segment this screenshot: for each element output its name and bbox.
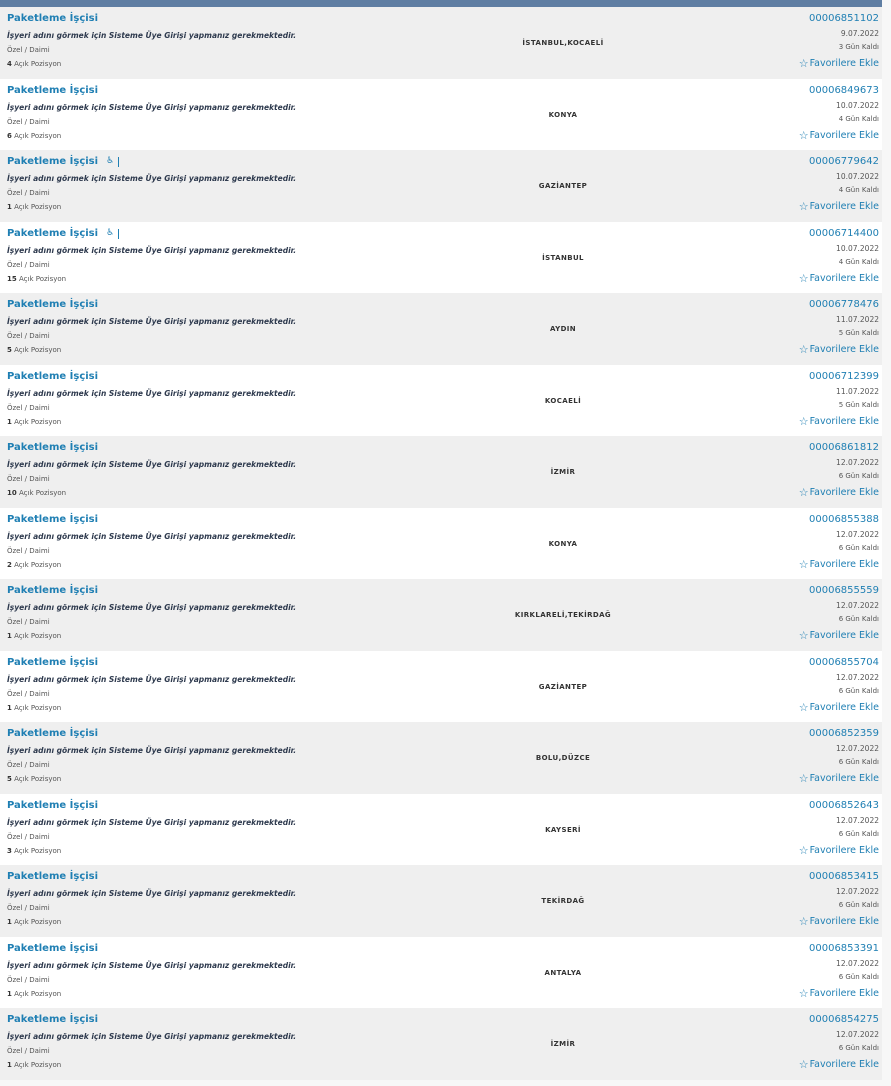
- job-title-link[interactable]: [7, 798, 874, 813]
- employer-notice: İşyeri adını görmek için Sisteme Üye Girişi yapmanız gerekmektedir.: [7, 674, 297, 684]
- listing-date: 12.07.2022: [836, 815, 879, 825]
- open-count: 1: [7, 632, 12, 640]
- employer-notice: İşyeri adını görmek için Sisteme Üye Girişi yapmanız gerekmektedir.: [7, 531, 297, 541]
- employer-notice: İşyeri adını görmek için Sisteme Üye Girişi yapmanız gerekmektedir.: [7, 102, 297, 112]
- listing-number-link[interactable]: 00006714400: [809, 227, 879, 239]
- employer-notice: İşyeri adını görmek için Sisteme Üye Girişi yapmanız gerekmektedir.: [7, 603, 297, 612]
- open-label: Açık Pozisyon: [14, 346, 62, 354]
- open-positions: [7, 987, 874, 1002]
- star-icon: ☆: [798, 557, 809, 571]
- days-left: 6 Gün Kaldı: [838, 686, 879, 695]
- open-label: Açık Pozisyon: [18, 274, 67, 283]
- job-city: KAYSERİ: [545, 825, 581, 834]
- work-type: Özel / Daimi: [7, 832, 50, 841]
- job-row: [0, 937, 882, 1009]
- work-type: Özel / Daimi: [7, 546, 50, 555]
- employer-notice: İşyeri adını görmek için Sisteme Üye Girişi yapmanız gerekmektedir.: [7, 245, 297, 255]
- open-count: 2: [7, 560, 12, 569]
- open-positions: [7, 272, 874, 287]
- work-type: Özel / Daimi: [7, 260, 50, 269]
- add-to-favorites-button[interactable]: [799, 628, 879, 644]
- job-row: [0, 579, 882, 651]
- work-type: Özel / Daimi: [7, 117, 50, 126]
- work-type: Özel / Daimi: [7, 689, 50, 698]
- star-icon: ☆: [798, 772, 809, 785]
- job-city: KIRKLARELİ,TEKİRDAĞ: [514, 611, 612, 619]
- open-count: 1: [7, 989, 12, 998]
- listing-number-link[interactable]: 00006853415: [809, 871, 879, 882]
- job-city: İZMİR: [550, 468, 576, 476]
- job-title-link[interactable]: [7, 440, 874, 455]
- days-left: 4 Gün Kaldı: [838, 257, 879, 266]
- favorites-label[interactable]: Favorilere Ekle: [809, 558, 879, 570]
- add-to-favorites-button[interactable]: [799, 485, 879, 501]
- job-title[interactable]: Paketleme İşçisi: [7, 227, 99, 239]
- job-title-link[interactable]: [7, 655, 874, 670]
- favorites-label[interactable]: Favorilere Ekle: [809, 58, 879, 69]
- days-left: 6 Gün Kaldı: [838, 615, 879, 623]
- job-title[interactable]: Paketleme İşçisi: [7, 370, 99, 382]
- job-title-link[interactable]: [7, 583, 874, 598]
- job-meta: [799, 512, 879, 573]
- listing-date: 12.07.2022: [836, 958, 879, 968]
- job-title[interactable]: Paketleme İşçisi: [7, 13, 99, 24]
- disability-icon: ♿: [106, 156, 118, 167]
- open-positions: [7, 844, 874, 859]
- job-title[interactable]: Paketleme İşçisi: [7, 156, 99, 167]
- job-meta: [799, 154, 879, 215]
- listing-date: 12.07.2022: [836, 601, 879, 610]
- open-label: Açık Pozisyon: [14, 703, 62, 712]
- job-title[interactable]: Paketleme İşçisi: [7, 942, 99, 954]
- job-title[interactable]: Paketleme İşçisi: [7, 585, 99, 596]
- favorites-label[interactable]: Favorilere Ekle: [809, 415, 879, 427]
- work-type: Özel / Daimi: [7, 475, 50, 483]
- employer-notice: İşyeri adını görmek için Sisteme Üye Girişi yapmanız gerekmektedir.: [7, 317, 297, 326]
- star-icon: ☆: [798, 1058, 809, 1071]
- favorites-label[interactable]: Favorilere Ekle: [809, 773, 879, 784]
- open-label: Açık Pozisyon: [14, 918, 62, 926]
- listing-date: 12.07.2022: [836, 1030, 879, 1039]
- job-title-link[interactable]: [7, 83, 874, 98]
- listing-number-link[interactable]: 00006852359: [809, 728, 879, 739]
- job-meta: [799, 1012, 879, 1073]
- work-type: Özel / Daimi: [7, 975, 50, 984]
- star-icon: ☆: [798, 271, 809, 285]
- employer-notice: İşyeri adını görmek için Sisteme Üye Girişi yapmanız gerekmektedir.: [7, 460, 297, 469]
- add-to-favorites-button[interactable]: [799, 342, 879, 358]
- job-title-link[interactable]: [7, 154, 874, 169]
- employer-notice: İşyeri adını görmek için Sisteme Üye Girişi yapmanız gerekmektedir.: [7, 817, 297, 827]
- days-left: 6 Gün Kaldı: [838, 472, 879, 480]
- job-city: KOCAELİ: [544, 396, 582, 405]
- job-row: [0, 436, 882, 508]
- days-left: 4 Gün Kaldı: [838, 114, 879, 123]
- add-to-favorites-button[interactable]: [799, 557, 879, 573]
- job-meta: [799, 798, 879, 859]
- listing-number-link[interactable]: 00006855388: [809, 513, 879, 525]
- job-city: İZMİR: [550, 1040, 576, 1048]
- open-label: Açık Pozisyon: [14, 989, 62, 998]
- work-type: Özel / Daimi: [7, 904, 50, 912]
- star-icon: ☆: [798, 486, 809, 499]
- job-title-link[interactable]: [7, 869, 874, 884]
- job-row: [0, 365, 882, 437]
- open-label: Açık Pozisyon: [14, 131, 62, 140]
- favorites-label[interactable]: Favorilere Ekle: [809, 844, 879, 856]
- favorites-label[interactable]: Favorilere Ekle: [809, 201, 879, 212]
- open-count: 5: [7, 775, 12, 783]
- open-label: Açık Pozisyon: [14, 775, 62, 783]
- job-city: BOLU,DÜZCE: [535, 754, 591, 762]
- job-title[interactable]: Paketleme İşçisi: [7, 442, 99, 453]
- star-icon: ☆: [798, 915, 809, 928]
- job-row: [0, 293, 882, 365]
- listing-date: 12.07.2022: [836, 744, 879, 753]
- add-to-favorites-button[interactable]: [799, 1057, 879, 1073]
- open-count: 1: [7, 203, 12, 211]
- open-positions: [7, 1058, 874, 1073]
- star-icon: ☆: [798, 57, 809, 70]
- job-meta: [799, 226, 879, 287]
- listing-number-link[interactable]: 00006853391: [809, 942, 879, 954]
- listing-date: 10.07.2022: [836, 100, 879, 110]
- open-positions: [7, 415, 874, 430]
- add-to-favorites-button[interactable]: [799, 414, 879, 430]
- job-row: [0, 508, 882, 580]
- open-label: Açık Pozisyon: [14, 1061, 62, 1069]
- favorites-label[interactable]: Favorilere Ekle: [809, 987, 879, 999]
- open-positions: [7, 486, 874, 501]
- open-positions: [7, 772, 874, 787]
- job-city: İSTANBUL,KOCAELİ: [522, 39, 604, 47]
- listing-number-link[interactable]: 00006849673: [809, 84, 879, 96]
- listing-number-link[interactable]: 00006861812: [809, 442, 879, 453]
- work-type: Özel / Daimi: [7, 403, 50, 412]
- job-title[interactable]: Paketleme İşçisi: [7, 84, 99, 96]
- listing-date: 12.07.2022: [836, 458, 879, 467]
- job-row: [0, 150, 882, 222]
- job-row: [0, 1008, 882, 1080]
- star-icon: ☆: [798, 986, 809, 1000]
- listing-number-link[interactable]: 00006855559: [809, 585, 879, 596]
- listing-number-link[interactable]: 00006779642: [809, 156, 879, 167]
- add-to-favorites-button[interactable]: [799, 914, 879, 930]
- add-to-favorites-button[interactable]: [799, 128, 879, 144]
- listing-number-link[interactable]: 00006854275: [809, 1014, 879, 1025]
- employer-notice: İşyeri adını görmek için Sisteme Üye Girişi yapmanız gerekmektedir.: [7, 174, 297, 183]
- job-row: [0, 222, 882, 294]
- job-row: [0, 79, 882, 151]
- job-meta: [799, 869, 879, 930]
- favorites-label[interactable]: Favorilere Ekle: [809, 129, 879, 141]
- open-label: Açık Pozisyon: [14, 632, 62, 640]
- job-row: [0, 651, 882, 723]
- open-label: Açık Pozisyon: [14, 60, 62, 68]
- star-icon: ☆: [798, 700, 809, 714]
- star-icon: ☆: [798, 343, 809, 356]
- open-positions: [7, 915, 874, 930]
- listing-date: 12.07.2022: [836, 529, 879, 539]
- job-title-link[interactable]: [7, 512, 874, 527]
- job-city: KONYA: [548, 539, 578, 548]
- open-label: Açık Pozisyon: [14, 560, 62, 569]
- job-meta: [799, 941, 879, 1002]
- days-left: 6 Gün Kaldı: [838, 543, 879, 552]
- open-count: 1: [7, 703, 12, 712]
- add-to-favorites-button[interactable]: [799, 700, 879, 716]
- job-listing-table: [0, 7, 882, 1080]
- days-left: 4 Gün Kaldı: [838, 186, 879, 194]
- job-meta: [799, 369, 879, 430]
- open-positions: [7, 558, 874, 573]
- job-title-link[interactable]: [7, 297, 874, 312]
- listing-number-link[interactable]: 00006778476: [809, 299, 879, 310]
- job-title[interactable]: Paketleme İşçisi: [7, 1014, 99, 1025]
- job-meta: [799, 11, 879, 72]
- job-meta: [799, 726, 879, 787]
- add-to-favorites-button[interactable]: [799, 199, 879, 215]
- job-city: GAZİANTEP: [538, 682, 588, 691]
- disability-icon: ♿: [106, 228, 118, 239]
- job-title[interactable]: Paketleme İşçisi: [7, 871, 99, 882]
- listing-number-link[interactable]: 00006851102: [809, 13, 879, 24]
- open-count: 4: [7, 60, 12, 68]
- job-title-link[interactable]: [7, 226, 874, 241]
- days-left: 5 Gün Kaldı: [838, 400, 879, 409]
- listing-date: 11.07.2022: [836, 315, 879, 324]
- days-left: 6 Gün Kaldı: [838, 1044, 879, 1052]
- add-to-favorites-button[interactable]: [799, 271, 879, 287]
- open-label: Açık Pozisyon: [14, 417, 62, 426]
- open-positions: [7, 629, 874, 644]
- listing-date: 10.07.2022: [836, 172, 879, 181]
- favorites-label[interactable]: Favorilere Ekle: [809, 630, 879, 641]
- listing-date: 12.07.2022: [836, 672, 879, 682]
- employer-notice: İşyeri adını görmek için Sisteme Üye Girişi yapmanız gerekmektedir.: [7, 960, 297, 970]
- job-meta: [799, 83, 879, 144]
- listing-date: 12.07.2022: [836, 887, 879, 896]
- job-title-link[interactable]: [7, 941, 874, 956]
- work-type: Özel / Daimi: [7, 1047, 50, 1055]
- favorites-label[interactable]: Favorilere Ekle: [809, 272, 879, 284]
- star-icon: ☆: [798, 128, 809, 142]
- job-city: KONYA: [548, 110, 578, 119]
- days-left: 6 Gün Kaldı: [838, 901, 879, 909]
- open-count: 6: [7, 131, 12, 140]
- days-left: 6 Gün Kaldı: [838, 829, 879, 838]
- days-left: 6 Gün Kaldı: [838, 972, 879, 981]
- star-icon: ☆: [798, 200, 809, 213]
- job-title[interactable]: Paketleme İşçisi: [7, 728, 99, 739]
- work-type: Özel / Daimi: [7, 46, 50, 54]
- work-type: Özel / Daimi: [7, 618, 50, 626]
- open-count: 5: [7, 346, 12, 354]
- open-positions: [7, 129, 874, 144]
- listing-date: 11.07.2022: [836, 386, 879, 396]
- job-meta: [799, 655, 879, 716]
- favorites-label[interactable]: Favorilere Ekle: [809, 701, 879, 713]
- listing-number-link[interactable]: 00006852643: [809, 799, 879, 811]
- open-count: 1: [7, 918, 12, 926]
- days-left: 6 Gün Kaldı: [838, 758, 879, 766]
- job-row: [0, 865, 882, 937]
- job-meta: [799, 583, 879, 644]
- job-meta: [799, 297, 879, 358]
- open-label: Açık Pozisyon: [14, 846, 62, 855]
- job-row: [0, 7, 882, 79]
- add-to-favorites-button[interactable]: [799, 56, 879, 72]
- open-positions: [7, 701, 874, 716]
- open-count: 15: [7, 274, 17, 283]
- star-icon: ☆: [798, 414, 809, 428]
- star-icon: ☆: [798, 629, 809, 642]
- favorites-label[interactable]: Favorilere Ekle: [809, 1059, 879, 1070]
- open-count: 3: [7, 846, 12, 855]
- work-type: Özel / Daimi: [7, 332, 50, 340]
- job-title[interactable]: Paketleme İşçisi: [7, 513, 99, 525]
- job-title-link[interactable]: [7, 1012, 874, 1027]
- job-meta: [799, 440, 879, 501]
- days-left: 3 Gün Kaldı: [838, 43, 879, 51]
- listing-date: 10.07.2022: [836, 243, 879, 253]
- add-to-favorites-button[interactable]: [799, 986, 879, 1002]
- days-left: 5 Gün Kaldı: [838, 329, 879, 337]
- open-positions: [7, 343, 874, 358]
- job-city: AYDIN: [549, 325, 577, 333]
- employer-notice: İşyeri adını görmek için Sisteme Üye Girişi yapmanız gerekmektedir.: [7, 388, 297, 398]
- favorites-label[interactable]: Favorilere Ekle: [809, 487, 879, 498]
- job-title[interactable]: Paketleme İşçisi: [7, 799, 99, 811]
- work-type: Özel / Daimi: [7, 189, 50, 197]
- job-city: GAZİANTEP: [538, 182, 588, 190]
- employer-notice: İşyeri adını görmek için Sisteme Üye Girişi yapmanız gerekmektedir.: [7, 746, 297, 755]
- job-title[interactable]: Paketleme İşçisi: [7, 656, 99, 668]
- job-city: İSTANBUL: [542, 253, 584, 262]
- star-icon: ☆: [798, 843, 809, 857]
- job-title-link[interactable]: [7, 369, 874, 384]
- open-positions: [7, 57, 874, 72]
- open-positions: [7, 200, 874, 215]
- job-city: ANTALYA: [544, 968, 582, 977]
- open-label: Açık Pozisyon: [18, 489, 67, 497]
- add-to-favorites-button[interactable]: [799, 843, 879, 859]
- listing-number-link[interactable]: 00006855704: [809, 656, 879, 668]
- job-city: TEKİRDAĞ: [541, 897, 585, 905]
- job-title-link[interactable]: [7, 11, 874, 26]
- table-header-bar: [0, 0, 882, 7]
- work-type: Özel / Daimi: [7, 761, 50, 769]
- employer-notice: İşyeri adını görmek için Sisteme Üye Girişi yapmanız gerekmektedir.: [7, 889, 297, 898]
- open-count: 10: [7, 489, 17, 497]
- add-to-favorites-button[interactable]: [799, 771, 879, 787]
- job-title[interactable]: Paketleme İşçisi: [7, 299, 99, 310]
- listing-date: 9.07.2022: [840, 29, 879, 38]
- listing-number-link[interactable]: 00006712399: [809, 370, 879, 382]
- open-count: 1: [7, 1061, 12, 1069]
- employer-notice: İşyeri adını görmek için Sisteme Üye Girişi yapmanız gerekmektedir.: [7, 1032, 297, 1041]
- open-label: Açık Pozisyon: [14, 203, 62, 211]
- employer-notice: İşyeri adını görmek için Sisteme Üye Girişi yapmanız gerekmektedir.: [7, 31, 297, 40]
- job-row: [0, 794, 882, 866]
- job-row: [0, 722, 882, 794]
- job-title-link[interactable]: [7, 726, 874, 741]
- open-count: 1: [7, 417, 12, 426]
- favorites-label[interactable]: Favorilere Ekle: [809, 916, 879, 927]
- favorites-label[interactable]: Favorilere Ekle: [809, 344, 879, 355]
